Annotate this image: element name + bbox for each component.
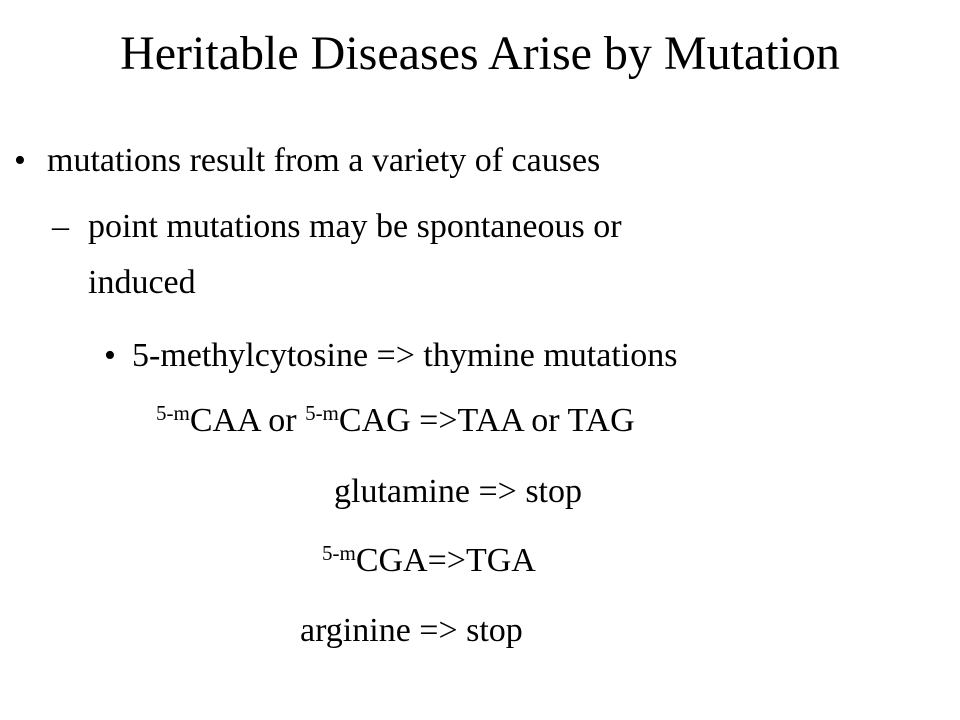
superscript-5m: 5-m bbox=[322, 541, 356, 565]
arginine-line: arginine => stop bbox=[300, 612, 523, 649]
slide-title: Heritable Diseases Arise by Mutation bbox=[120, 27, 840, 80]
codon-text-cga: CGA=>TGA bbox=[355, 542, 536, 579]
bullet-text-methylcytosine: 5-methylcytosine => thymine mutations bbox=[132, 337, 678, 374]
dash-marker: – bbox=[52, 208, 69, 245]
codon-text-cag: CAG =>TAA or TAG bbox=[338, 402, 635, 439]
bullet-text-mutations: mutations result from a variety of causes bbox=[47, 142, 601, 179]
superscript-5m: 5-m bbox=[156, 401, 190, 425]
bullet-marker: • bbox=[14, 142, 26, 179]
sub-bullet-text-line1: point mutations may be spontaneous or bbox=[88, 208, 622, 245]
glutamine-line: glutamine => stop bbox=[334, 473, 582, 510]
codon-line-caa bbox=[156, 401, 635, 439]
bullet-marker-level3: • bbox=[104, 337, 116, 374]
superscript-5m: 5-m bbox=[305, 401, 339, 425]
codon-line-cga bbox=[322, 541, 536, 579]
codon-text-caa: CAA or bbox=[189, 402, 306, 439]
sub-bullet-text-line2: induced bbox=[88, 264, 196, 301]
